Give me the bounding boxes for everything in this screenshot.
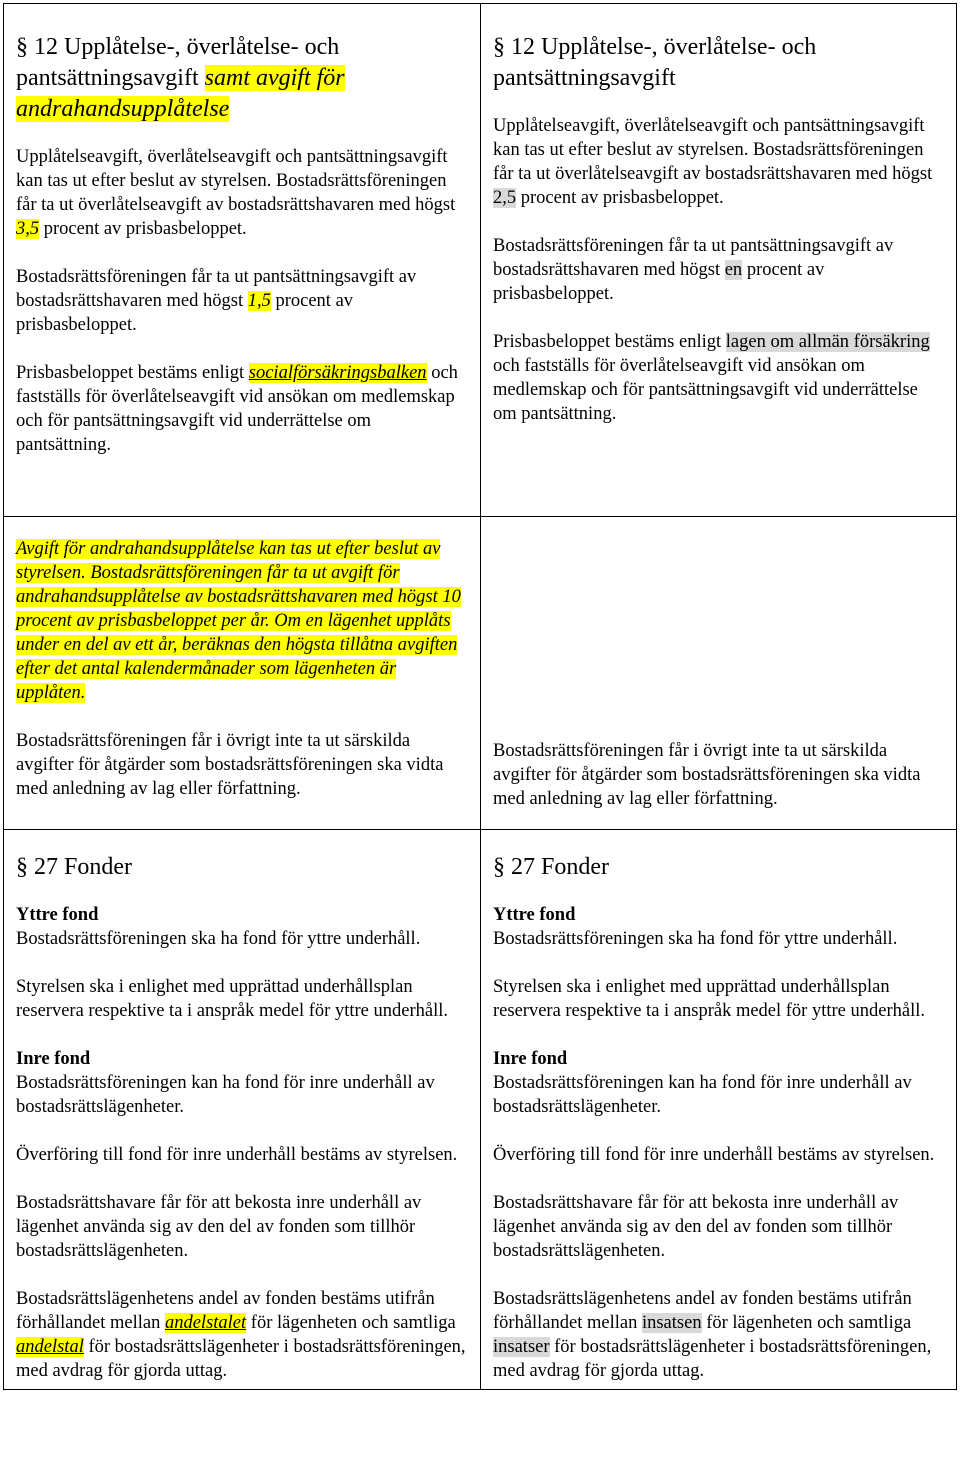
right-cell-s27: [481, 830, 957, 1390]
left-s27-heading: § 27 Fonder: [16, 854, 132, 880]
inre-fond-title: Inre fond: [16, 1049, 91, 1069]
left-s12-p2: Bostadsrättsföreningen får ta ut pantsättningsavgift av bostadsrättshavaren med högst 1,5 procent av prisbasbeloppet.: [16, 267, 417, 335]
left-cell-s27: [4, 830, 481, 1390]
highlight-old-text: en: [724, 260, 743, 280]
row-s27: [4, 830, 957, 1390]
right-s27-andel: Bostadsrättslägenhetens andel av fonden bestäms utifrån förhållandet mellan insatsen för lägenheten och samtliga insatser för bostadsrättslägenheter i bostadsrättsföreningen, med avdrag för gjorda uttag.: [493, 1289, 932, 1381]
highlight-new-text: 3,5: [16, 219, 40, 239]
left-s27-bekosta: Bostadsrättshavare får för att bekosta inre underhåll av lägenhet använda sig av den del av fonden som tillhör bostadsrättslägenheten.: [16, 1193, 422, 1261]
highlight-new-text: samt avgift för andrahandsupplåtelse: [16, 65, 345, 122]
highlight-new-text: 1,5: [247, 291, 271, 311]
right-s27-heading: § 27 Fonder: [493, 854, 609, 880]
right-s12-p1: Upplåtelseavgift, överlåtelseavgift och pantsättningsavgift kan tas ut efter beslut av styrelsen. Bostadsrättsföreningen får ta ut överlåtelseavgift av bostadsrättshavaren med högst 2,5 procent av prisbasbeloppet.: [493, 116, 933, 208]
yttre-fond-title: Yttre fond: [16, 905, 99, 925]
right-cell-s12: [481, 4, 957, 517]
highlight-old-text: insatser: [493, 1337, 550, 1357]
left-s27-styrelsen: Styrelsen ska i enlighet med upprättad underhållsplan reservera respektive ta i anspråk medel för yttre underhåll.: [16, 977, 448, 1021]
left-s27-yttre: Yttre fond Bostadsrättsföreningen ska ha fond för yttre underhåll.: [16, 905, 421, 949]
left-s27-overforing: Överföring till fond för inre underhåll bestäms av styrelsen.: [16, 1145, 458, 1165]
highlight-new-text: Avgift för andrahandsupplåtelse kan tas ut efter beslut av styrelsen. Bostadsrättsföreningen får ta ut avgift för andrahandsupplåtelse av bostadsrättshavaren med högst 10 procent av prisbasbeloppet per år. Om en lägenhet upplåts under en del av ett år, beräknas den högsta tillåtna avgiften efter det antal kalendermånader som lägenheten är upplåten.: [16, 539, 461, 703]
highlight-old-text: 2,5: [493, 188, 517, 208]
right-s12-p5: Bostadsrättsföreningen får i övrigt inte ta ut särskilda avgifter för åtgärder som bostadsrättsföreningen ska vidta med anledning av lag eller författning.: [493, 741, 921, 809]
left-cell-andrahand: [4, 517, 481, 830]
left-s12-p1: Upplåtelseavgift, överlåtelseavgift och pantsättningsavgift kan tas ut efter beslut av styrelsen. Bostadsrättsföreningen får ta ut överlåtelseavgift av bostadsrättshavaren med högst 3,5 procent av prisbasbeloppet.: [16, 147, 456, 239]
comparison-table: [3, 3, 957, 1390]
highlight-new-text: socialförsäkringsbalken: [248, 363, 427, 383]
left-cell-s12: [4, 4, 481, 517]
left-s12-p5: Bostadsrättsföreningen får i övrigt inte ta ut särskilda avgifter för åtgärder som bostadsrättsföreningen ska vidta med anledning av lag eller författning.: [16, 731, 444, 799]
highlight-new-text: andelstal: [16, 1337, 84, 1357]
left-s27-inre: Inre fond Bostadsrättsföreningen kan ha fond för inre underhåll av bostadsrättslägenheter.: [16, 1049, 435, 1117]
right-s27-overforing: Överföring till fond för inre underhåll bestäms av styrelsen.: [493, 1145, 935, 1165]
right-s12-p2: Bostadsrättsföreningen får ta ut pantsättningsavgift av bostadsrättshavaren med högst en procent av prisbasbeloppet.: [493, 236, 894, 304]
left-s12-p4: [16, 537, 468, 705]
right-s12-heading: § 12 Upplåtelse-, överlåtelse- och pantsättningsavgift: [493, 34, 817, 91]
right-cell-andrahand: [481, 517, 957, 830]
left-s12-heading: § 12 Upplåtelse-, överlåtelse- och pantsättningsavgift samt avgift för andrahandsupplåtelse: [16, 34, 345, 122]
right-s27-inre: Inre fond Bostadsrättsföreningen kan ha fond för inre underhåll av bostadsrättslägenheter.: [493, 1049, 912, 1117]
left-s12-p3: Prisbasbeloppet bestäms enligt socialförsäkringsbalken och fastställs för överlåtelseavgift vid ansökan om medlemskap och för pantsättningsavgift vid underrättelse om pantsättning.: [16, 363, 458, 455]
right-s27-yttre: Yttre fond Bostadsrättsföreningen ska ha fond för yttre underhåll.: [493, 905, 898, 949]
left-s27-andel: Bostadsrättslägenhetens andel av fonden bestäms utifrån förhållandet mellan andelstalet för lägenheten och samtliga andelstal för bostadsrättslägenheter i bostadsrättsföreningen, med avdrag för gjorda uttag.: [16, 1289, 466, 1381]
yttre-fond-title: Yttre fond: [493, 905, 576, 925]
highlight-new-text: andelstalet: [164, 1313, 247, 1333]
row-s12: [4, 4, 957, 517]
right-s27-styrelsen: Styrelsen ska i enlighet med upprättad underhållsplan reservera respektive ta i anspråk medel för yttre underhåll.: [493, 977, 925, 1021]
inre-fond-title: Inre fond: [493, 1049, 568, 1069]
highlight-old-text: lagen om allmän försäkring: [725, 332, 930, 352]
row-s12-continued: [4, 517, 957, 830]
highlight-old-text: insatsen: [641, 1313, 702, 1333]
right-s27-bekosta: Bostadsrättshavare får för att bekosta inre underhåll av lägenhet använda sig av den del av fonden som tillhör bostadsrättslägenheten.: [493, 1193, 899, 1261]
right-s12-p3: Prisbasbeloppet bestäms enligt lagen om allmän försäkring och fastställs för överlåtelseavgift vid ansökan om medlemskap och för pantsättningsavgift vid underrättelse om pantsättning.: [493, 332, 930, 424]
